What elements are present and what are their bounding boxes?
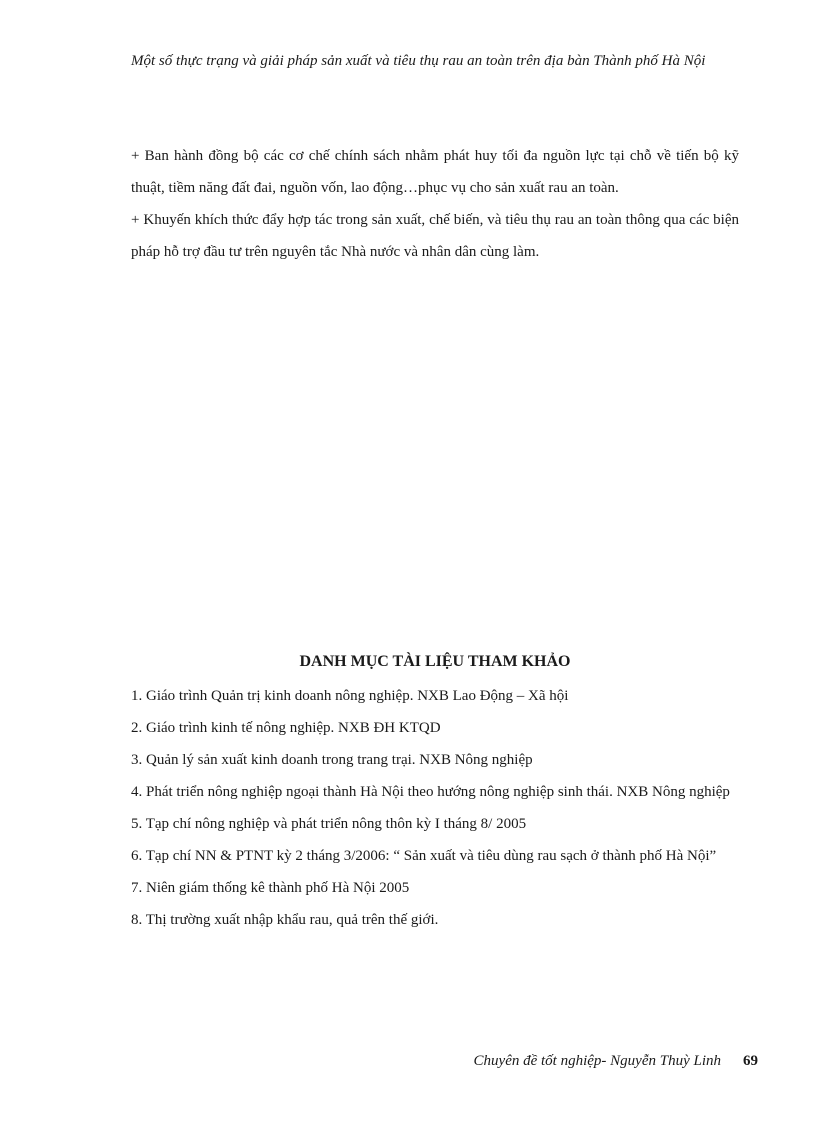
running-header [131,51,731,72]
body-paragraph: + Ban hành đồng bộ các cơ chế chính sách nhằm phát huy tối đa nguồn lực tại chỗ về tiến bộ kỹ thuật, tiềm năng đất đai, nguồn vốn, lao động…phục vụ cho sản xuất rau an toàn. [131,148,739,196]
reference-item: 6. Tạp chí NN & PTNT kỳ 2 tháng 3/2006: “ Sản xuất và tiêu dùng rau sạch ở thành phố Hà Nội” [131,848,717,864]
body-section [131,140,739,268]
body-paragraph: + Khuyến khích thức đẩy hợp tác trong sản xuất, chế biến, và tiêu thụ rau an toàn thông qua các biện pháp hỗ trợ đầu tư trên nguyên tắc Nhà nước và nhân dân cùng làm. [131,212,739,260]
references-list [131,680,739,936]
reference-item: 8. Thị trường xuất nhập khẩu rau, quả trên thế giới. [131,912,439,928]
reference-item: 3. Quản lý sản xuất kinh doanh trong trang trại. NXB Nông nghiệp [131,752,533,768]
reference-item: 5. Tạp chí nông nghiệp và phát triển nông thôn kỳ I tháng 8/ 2005 [131,816,527,832]
reference-item: 7. Niên giám thống kê thành phố Hà Nội 2005 [131,880,410,896]
reference-item: 2. Giáo trình kinh tế nông nghiệp. NXB ĐH KTQD [131,720,441,736]
page-number: 69 [743,1053,758,1069]
references-heading: DANH MỤC TÀI LIỆU THAM KHẢO [299,653,571,670]
page-footer [400,1050,758,1072]
reference-item: 4. Phát triển nông nghiệp ngoại thành Hà Nội theo hướng nông nghiệp sinh thái. NXB Nông nghiệp [131,784,730,800]
reference-item: 1. Giáo trình Quản trị kinh doanh nông nghiệp. NXB Lao Động – Xã hội [131,688,569,704]
running-header-title: Một số thực trạng và giải pháp sản xuất và tiêu thụ rau an toàn trên địa bàn Thành phố Hà Nội [131,53,706,69]
footer-author: Chuyên đề tốt nghiệp- Nguyễn Thuỳ Linh [473,1053,721,1069]
